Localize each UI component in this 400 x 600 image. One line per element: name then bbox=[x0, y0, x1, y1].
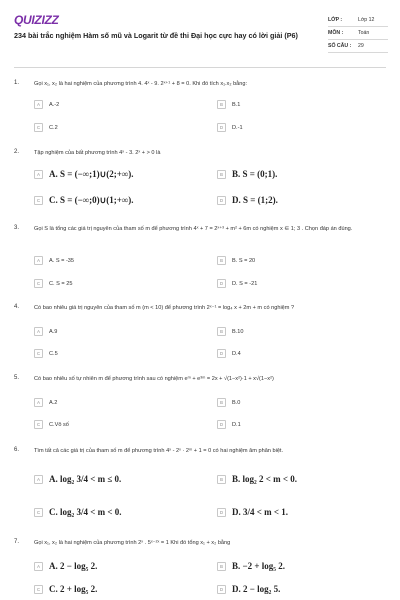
meta-row-class bbox=[328, 14, 388, 27]
option-text: C. S = (−∞;0)∪(1;+∞). bbox=[49, 195, 134, 205]
question-number: 7. bbox=[14, 539, 20, 545]
option-letter-box: A bbox=[34, 475, 43, 484]
question-number: 5. bbox=[14, 375, 20, 381]
option-a[interactable] bbox=[34, 327, 57, 336]
meta-row-subject bbox=[328, 27, 388, 40]
question-text: Có bao nhiêu số tự nhiên m để phương trình sau có nghiệm eᵐ + e³ᵐ = 2x + √(1−x²)·1 + x√(1−x²) bbox=[34, 376, 274, 382]
option-text: B.1 bbox=[232, 101, 241, 108]
option-b[interactable] bbox=[217, 327, 244, 336]
option-d[interactable] bbox=[217, 507, 288, 517]
option-letter-box: A bbox=[34, 562, 43, 571]
option-letter-box: B bbox=[217, 475, 226, 484]
meta-value: 29 bbox=[358, 43, 364, 49]
option-letter-box: A bbox=[34, 327, 43, 336]
option-letter-box: D bbox=[217, 349, 226, 358]
option-d[interactable] bbox=[217, 195, 278, 205]
option-text: B. log₂ 2 < m < 0. bbox=[232, 474, 297, 484]
option-letter-box: D bbox=[217, 508, 226, 517]
meta-row-count bbox=[328, 40, 388, 53]
option-letter-box: D bbox=[217, 123, 226, 132]
option-a[interactable] bbox=[34, 474, 121, 484]
option-text: A. S = -35 bbox=[49, 257, 75, 264]
meta-key: MÔN : bbox=[328, 30, 344, 36]
option-d[interactable] bbox=[217, 584, 280, 594]
option-c[interactable] bbox=[34, 123, 58, 132]
option-text: D. S = (1;2). bbox=[232, 195, 278, 205]
option-c[interactable] bbox=[34, 279, 72, 288]
option-d[interactable] bbox=[217, 420, 241, 429]
option-b[interactable] bbox=[217, 100, 240, 109]
option-text: C. S = 25 bbox=[49, 280, 73, 287]
option-d[interactable] bbox=[217, 279, 257, 288]
option-letter-box: C bbox=[34, 123, 43, 132]
option-a[interactable] bbox=[34, 561, 97, 571]
option-text: A. S = (−∞;1)∪(2;+∞). bbox=[49, 169, 134, 179]
option-letter-box: C bbox=[34, 196, 43, 205]
option-d[interactable] bbox=[217, 349, 241, 358]
option-text: A. 2 − log₅ 2. bbox=[49, 561, 98, 571]
option-letter-box: C bbox=[34, 349, 43, 358]
question-text: Gọi S là tổng các giá trị nguyên của tham số m để phương trình 4ˣ + 7 = 2ˣ⁺³ + m² + 6m có nghiệm x ∈ 1; 3 . Chọn đáp án đúng. bbox=[34, 226, 353, 232]
option-letter-box: B bbox=[217, 170, 226, 179]
option-a[interactable] bbox=[34, 398, 57, 407]
question-text: Có bao nhiêu giá trị nguyên của tham số m (m < 10) để phương trình 2ˣ⁻¹ = log₄ x + 2m + m có nghiệm ? bbox=[34, 305, 295, 311]
option-b[interactable] bbox=[217, 398, 240, 407]
option-text: B. S = 20 bbox=[232, 257, 256, 264]
option-text: B.10 bbox=[232, 328, 244, 335]
option-text: D. S = -21 bbox=[232, 280, 258, 287]
question-number: 6. bbox=[14, 447, 20, 453]
option-text: A.9 bbox=[49, 328, 58, 335]
question-text: Gọi x₁, x₂ là hai nghiệm của phương trình 2ˣ . 5ˣ⁻²ˣ = 1 Khi đó tổng x₁ + x₂ bằng bbox=[34, 540, 231, 546]
option-a[interactable] bbox=[34, 169, 134, 180]
option-c[interactable] bbox=[34, 584, 97, 594]
option-text: D. 2 − log₂ 5. bbox=[232, 584, 281, 594]
option-a[interactable] bbox=[34, 100, 59, 109]
option-text: B.0 bbox=[232, 399, 241, 406]
question-text: Tìm tất cả các giá trị của tham số m để phương trình 4ˣ - 2ˣ · 2ᵐ + 1 = 0 có hai nghiệm âm phân biệt. bbox=[34, 448, 284, 454]
option-text: D.-1 bbox=[232, 124, 243, 131]
option-letter-box: D bbox=[217, 420, 226, 429]
option-text: B. −2 + log₅ 2. bbox=[232, 561, 285, 571]
option-c[interactable] bbox=[34, 195, 134, 206]
option-text: D.4 bbox=[232, 350, 241, 357]
option-letter-box: B bbox=[217, 100, 226, 109]
option-letter-box: B bbox=[217, 256, 226, 265]
option-c[interactable] bbox=[34, 507, 121, 517]
option-text: C.2 bbox=[49, 124, 58, 131]
option-letter-box: C bbox=[34, 420, 43, 429]
option-a[interactable] bbox=[34, 256, 74, 265]
option-letter-box: C bbox=[34, 508, 43, 517]
option-text: A.-2 bbox=[49, 101, 60, 108]
option-c[interactable] bbox=[34, 349, 58, 358]
option-letter-box: B bbox=[217, 398, 226, 407]
question-number: 2. bbox=[14, 149, 20, 155]
option-letter-box: A bbox=[34, 398, 43, 407]
option-text: C.Vô số bbox=[49, 421, 69, 428]
option-b[interactable] bbox=[217, 169, 277, 179]
option-c[interactable] bbox=[34, 420, 69, 429]
meta-value: Toán bbox=[358, 30, 370, 36]
question-number: 4. bbox=[14, 304, 20, 310]
meta-value: Lớp 12 bbox=[358, 17, 375, 23]
question-number: 1. bbox=[14, 80, 20, 86]
quizizz-logo: QUIZIZZ bbox=[14, 13, 59, 27]
page-title: 234 bài trắc nghiệm Hàm số mũ và Logarit từ đề thi Đại học cực hay có lời giải (P6) bbox=[14, 31, 298, 40]
option-b[interactable] bbox=[217, 474, 297, 484]
option-text: A.2 bbox=[49, 399, 58, 406]
option-letter-box: B bbox=[217, 327, 226, 336]
option-d[interactable] bbox=[217, 123, 243, 132]
worksheet-meta bbox=[328, 14, 388, 53]
option-letter-box: A bbox=[34, 100, 43, 109]
option-text: A. log₂ 3/4 < m ≤ 0. bbox=[49, 474, 122, 484]
question-text: Gọi x₁, x₂ là hai nghiệm của phương trình 4. 4ˣ - 9. 2ˣ⁺¹ + 8 = 0. Khi đó tích x₁.x₂ bằng: bbox=[34, 81, 248, 87]
option-text: C. 2 + log₅ 2. bbox=[49, 584, 98, 594]
option-text: D.1 bbox=[232, 421, 241, 428]
option-letter-box: A bbox=[34, 256, 43, 265]
option-letter-box: D bbox=[217, 585, 226, 594]
question-text: Tập nghiệm của bất phương trình 4ˣ - 3. 2ˣ + > 0 là bbox=[34, 150, 161, 156]
meta-key: SỐ CÂU : bbox=[328, 43, 352, 49]
option-text: D. 3/4 < m < 1. bbox=[232, 507, 289, 517]
option-letter-box: D bbox=[217, 196, 226, 205]
option-b[interactable] bbox=[217, 256, 255, 265]
question-number: 3. bbox=[14, 225, 20, 231]
option-text: B. S = (0;1). bbox=[232, 169, 278, 179]
option-text: C.5 bbox=[49, 350, 58, 357]
option-letter-box: C bbox=[34, 279, 43, 288]
option-b[interactable] bbox=[217, 561, 285, 571]
option-letter-box: B bbox=[217, 562, 226, 571]
meta-key: LỚP : bbox=[328, 17, 343, 23]
option-letter-box: A bbox=[34, 170, 43, 179]
option-letter-box: C bbox=[34, 585, 43, 594]
option-letter-box: D bbox=[217, 279, 226, 288]
option-text: C. log₂ 3/4 < m < 0. bbox=[49, 507, 122, 517]
header-divider bbox=[14, 67, 386, 68]
